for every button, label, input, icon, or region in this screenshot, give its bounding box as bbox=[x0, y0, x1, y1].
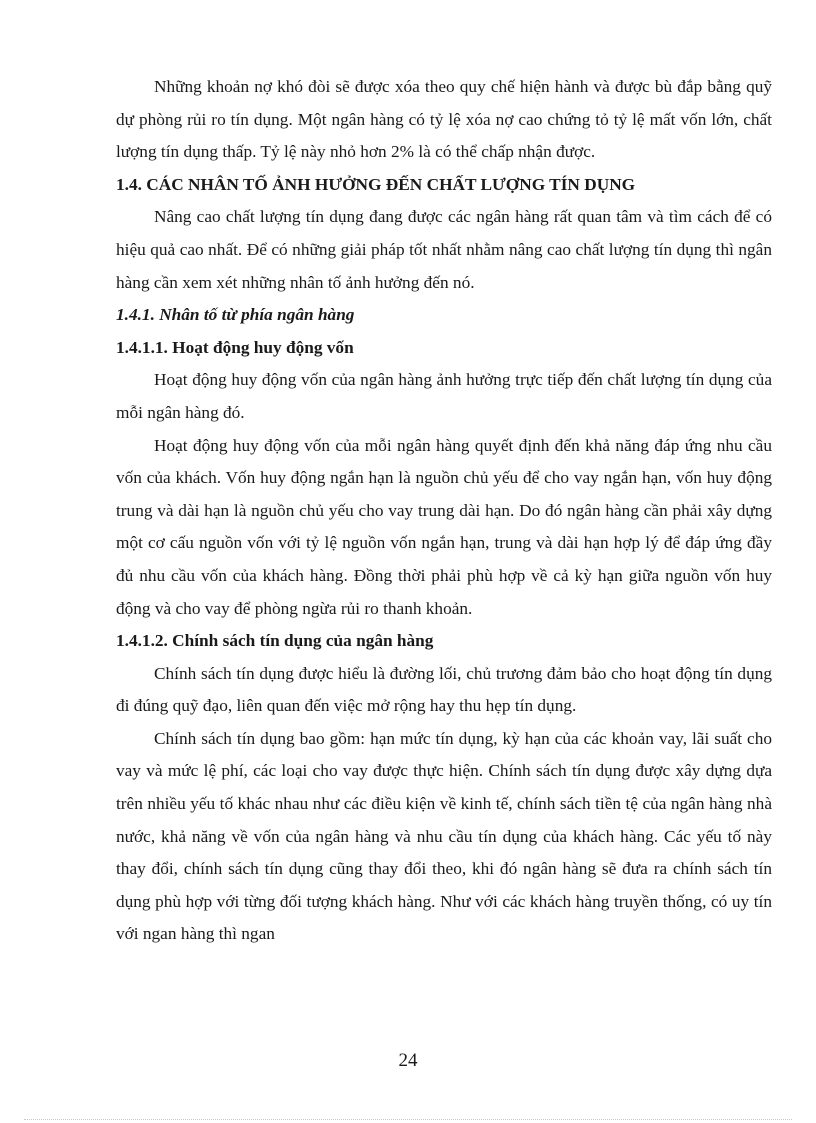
paragraph-capital-mobilization-2: Hoạt động huy động vốn của mỗi ngân hàng quyết định đến khả năng đáp ứng nhu cầu vốn của khách. Vốn huy động ngắn hạn là nguồn chủ yếu để cho vay ngắn hạn, vốn huy động trung và dài hạn là nguồn chủ yếu cho vay trung dài hạn. Do đó ngân hàng cần phải xây dựng một cơ cấu nguồn vốn với tỷ lệ nguồn vốn ngắn hạn, trung và dài hạn hợp lý để đáp ứng đầy đủ nhu cầu vốn của khách hàng. Đồng thời phải phù hợp về cả kỳ hạn giữa nguồn vốn huy động và cho vay để phòng ngừa rủi ro thanh khoản. bbox=[116, 435, 772, 618]
page-bottom-divider bbox=[24, 1119, 792, 1120]
section-heading-1-4: 1.4. CÁC NHÂN TỐ ẢNH HƯỞNG ĐẾN CHẤT LƯỢNG TÍN DỤNG bbox=[116, 174, 636, 194]
subsection-heading-1-4-1-2: 1.4.1.2. Chính sách tín dụng của ngân hàng bbox=[116, 631, 434, 651]
page-number: 24 bbox=[398, 1050, 418, 1071]
subsection-heading-1-4-1-1: 1.4.1.1. Hoạt động huy động vốn bbox=[116, 337, 354, 357]
paragraph-capital-mobilization-1: Hoạt động huy động vốn của ngân hàng ảnh hưởng trực tiếp đến chất lượng tín dụng của mỗi ngân hàng đó. bbox=[116, 370, 772, 422]
paragraph-credit-policy-2: Chính sách tín dụng bao gồm: hạn mức tín dụng, kỳ hạn của các khoản vay, lãi suất cho vay và mức lệ phí, các loại cho vay được thực hiện. Chính sách tín dụng được xây dựng dựa trên nhiều yếu tố khác nhau như các điều kiện về kinh tế, chính sách tiền tệ của ngân hàng nhà nước, khả năng về vốn của ngân hàng và nhu cầu tín dụng của khách hàng. Các yếu tố này thay đổi, chính sách tín dụng cũng thay đổi theo, khi đó ngân hàng sẽ đưa ra chính sách tín dụng phù hợp với từng đối tượng khách hàng. Như với các khách hàng truyền thống, có uy tín với ngan hàng thì ngan bbox=[116, 728, 772, 944]
document-page bbox=[116, 71, 772, 951]
subsection-heading-1-4-1: 1.4.1. Nhân tố từ phía ngân hàng bbox=[116, 305, 355, 325]
paragraph-bad-debt-writeoff: Những khoản nợ khó đòi sẽ được xóa theo quy chế hiện hành và được bù đắp bằng quỹ dự phòng rủi ro tín dụng. Một ngân hàng có tỷ lệ xóa nợ cao chứng tỏ tỷ lệ mất vốn lớn, chất lượng tín dụng thấp. Tỷ lệ này nhỏ hơn 2% là có thể chấp nhận được. bbox=[116, 77, 772, 162]
paragraph-credit-quality-intro: Nâng cao chất lượng tín dụng đang được các ngân hàng rất quan tâm và tìm cách để có hiệu quả cao nhất. Để có những giải pháp tốt nhất nhằm nâng cao chất lượng tín dụng thì ngân hàng cần xem xét những nhân tố ảnh hưởng đến nó. bbox=[116, 207, 772, 292]
paragraph-credit-policy-1: Chính sách tín dụng được hiểu là đường lối, chủ trương đảm bảo cho hoạt động tín dụng đi đúng quỹ đạo, liên quan đến việc mở rộng hay thu hẹp tín dụng. bbox=[116, 663, 772, 716]
